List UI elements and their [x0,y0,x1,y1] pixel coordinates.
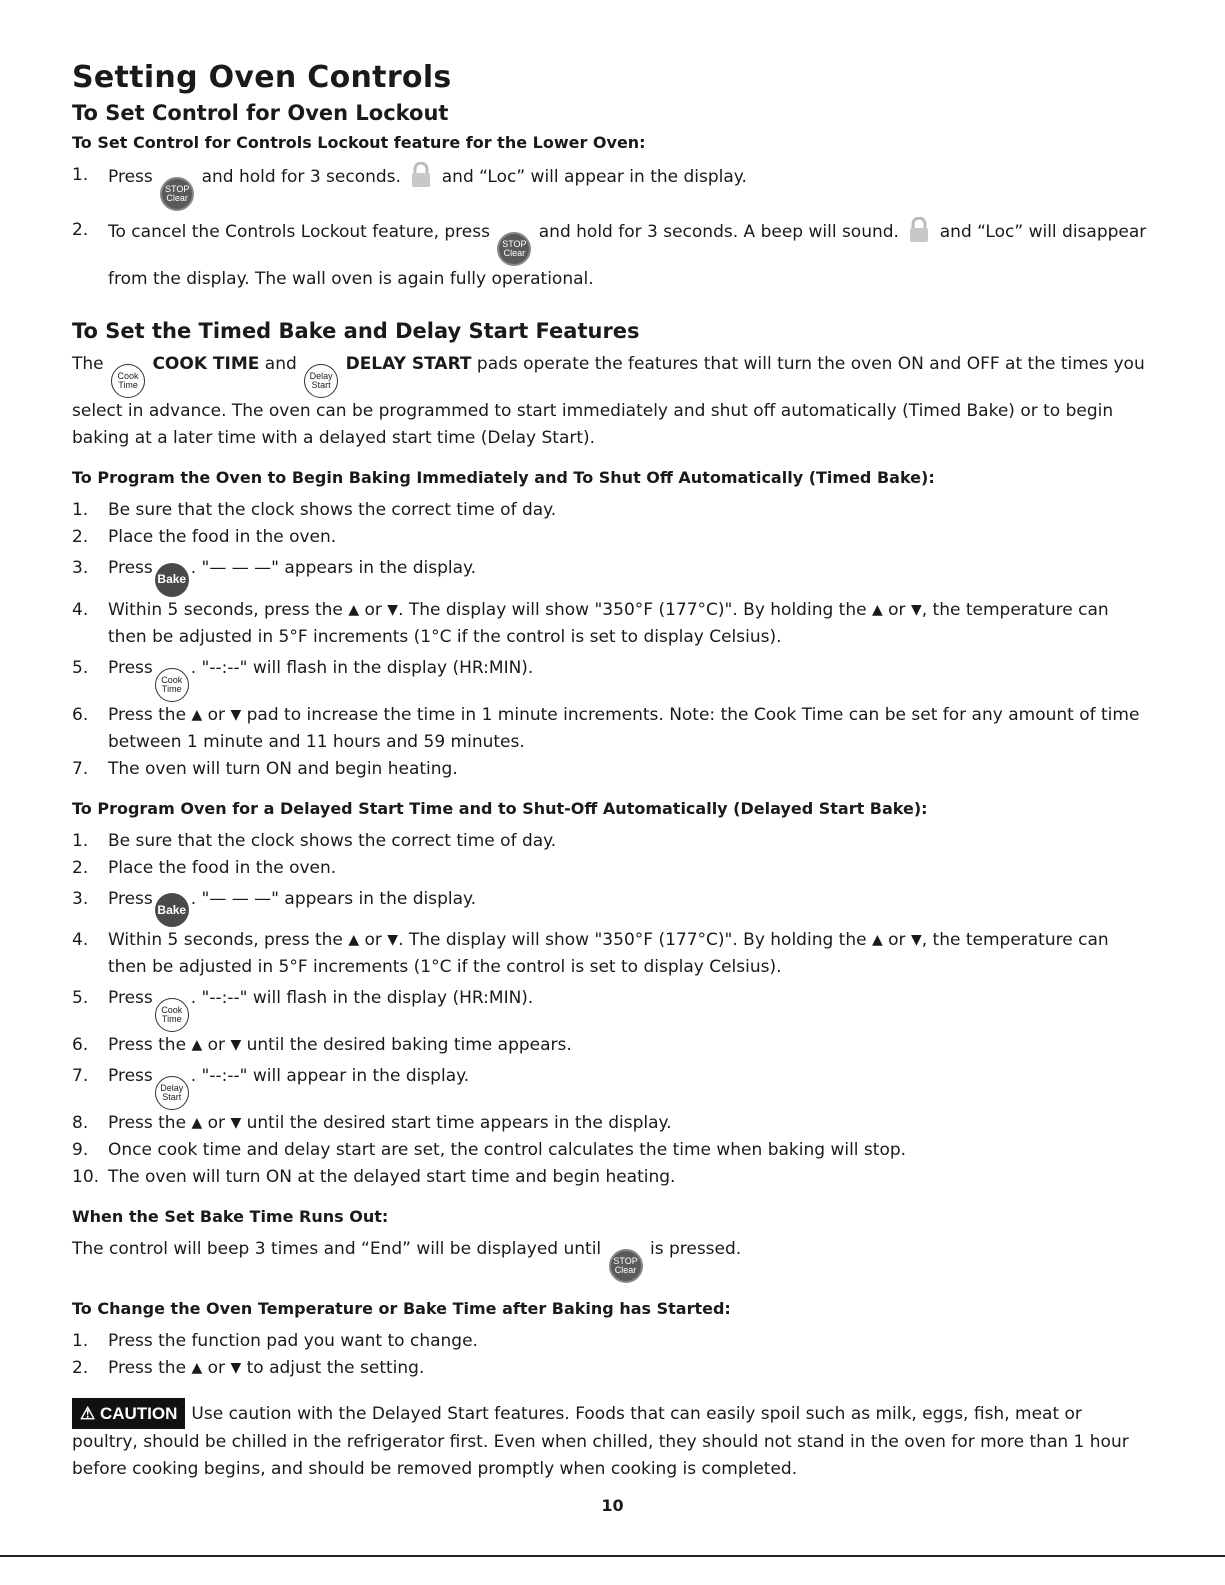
change-steps [72,1328,1152,1382]
delayed-steps [72,828,1152,1192]
delay-start-pad-icon: Delay Start [155,1076,189,1110]
list-item: 6. Press the ▲ or ▼ pad to increase the time in 1 minute increments. Note: the Cook Time can be set for any amount of time between 1 minute and 11 hours and 59 minutes. [72,702,1152,756]
stop-clear-pad-icon: STOP Clear [160,177,194,211]
list-item: 1. Press STOP Clear and hold for 3 seconds. and “Loc” will appear in the display. [72,162,1152,211]
list-item: 7. Press Delay Start . "--:--" will appear in the display. [72,1063,1152,1110]
page-number: 10 [601,1496,624,1515]
delayed-heading: To Program Oven for a Delayed Start Time and to Shut-Off Automatically (Delayed Start Bake): [72,798,928,818]
list-item: 1. Be sure that the clock shows the correct time of day. [72,830,557,851]
list-item: 3. PressBake. "— — —" appears in the display. [72,555,1152,597]
page-divider [0,1555,1225,1557]
list-item: 2. Place the food in the oven. [72,527,337,547]
timed-bake-intro: The Cook Time COOK TIME and Delay Start DELAY START pads operate the features that will turn the oven ON and OFF at the times you select in advance. The oven can be programmed to start immediately and shut off automatically (Timed Bake) or to begin baking at a later time with a delayed start time (Delay Start). [72,354,1145,448]
list-item: 4. Within 5 seconds, press the ▲ or ▼. The display will show "350°F (177°C)". By holding the ▲ or ▼, the temperature can then be adjusted in 5°F increments (1°C if the control is set to display Celsius). [72,597,1152,651]
list-item: 1. Press the function pad you want to change. [72,1331,478,1351]
lockout-subheading: To Set Control for Controls Lockout feature for the Lower Oven: [72,133,646,152]
stop-clear-pad-icon: STOP Clear [497,232,531,266]
down-arrow-icon: ▼ [387,601,399,618]
caution-paragraph [72,1398,1152,1483]
page-title: Setting Oven Controls [72,60,452,95]
list-item: 4. Within 5 seconds, press the ▲ or ▼. The display will show "350°F (177°C)". By holding the ▲ or ▼, the temperature can then be adjusted in 5°F increments (1°C if the control is set to display Celsius). [72,927,1152,981]
caution-text: Use caution with the Delayed Start features. Foods that can easily spoil such as milk, eggs, fish, meat or poultry, should be chilled in the refrigerator first. Even when chilled, they should not stand in the oven for more than 1 hour before cooking begins, and should be removed promptly when cooking is completed. [72,1404,1129,1479]
down-arrow-icon: ▼ [230,1360,242,1376]
up-arrow-icon: ▲ [348,932,360,948]
cook-time-pad-icon: Cook Time [155,668,189,702]
runout-text: The control will beep 3 times and “End” will be displayed until STOP Clear is pressed. [72,1236,1152,1283]
up-arrow-icon: ▲ [191,1037,203,1053]
up-arrow-icon: ▲ [191,1360,203,1376]
document-page [72,60,1152,1483]
runout-heading: When the Set Bake Time Runs Out: [72,1207,389,1226]
cook-time-pad-icon: Cook Time [111,364,145,398]
list-item: 5. Press Cook Time . "--:--" will flash in the display (HR:MIN). [72,985,1152,1032]
lockout-steps [72,162,1152,293]
up-arrow-icon: ▲ [191,1115,203,1131]
list-item: 2. To cancel the Controls Lockout feature, press STOP Clear and hold for 3 seconds. A beep will sound. and “Loc” will disappear from the display. The wall oven is again fully operational. [72,217,1152,293]
immediate-steps [72,497,1152,783]
bake-pad-icon: Bake [155,563,189,597]
up-arrow-icon: ▲ [871,601,883,618]
down-arrow-icon: ▼ [387,932,399,948]
list-item: 6. Press the ▲ or ▼ until the desired baking time appears. [72,1032,1152,1059]
list-item: 1. Be sure that the clock shows the correct time of day. [72,500,557,520]
list-item: 2. Place the food in the oven. [72,857,337,878]
down-arrow-icon: ▼ [910,932,922,948]
down-arrow-icon: ▼ [230,706,242,723]
list-item: 7. The oven will turn ON and begin heating. [72,758,458,779]
list-item: 9. Once cook time and delay start are set, the control calculates the time when baking will stop. [72,1140,907,1160]
up-arrow-icon: ▲ [871,932,883,948]
lock-icon [908,217,930,243]
list-item: 2. Press the ▲ or ▼ to adjust the setting. [72,1355,1152,1382]
down-arrow-icon: ▼ [230,1037,242,1053]
up-arrow-icon: ▲ [348,601,360,618]
delay-start-pad-icon: Delay Start [304,364,338,398]
stop-clear-pad-icon: STOP Clear [609,1249,643,1283]
bake-pad-icon: Bake [155,893,189,927]
immediate-heading: To Program the Oven to Begin Baking Immediately and To Shut Off Automatically (Timed Bake): [72,468,935,487]
change-heading: To Change the Oven Temperature or Bake Time after Baking has Started: [72,1299,731,1318]
down-arrow-icon: ▼ [910,601,922,618]
caution-badge: ⚠ CAUTION [72,1398,185,1429]
up-arrow-icon: ▲ [191,706,203,723]
down-arrow-icon: ▼ [230,1115,242,1131]
timed-bake-heading: To Set the Timed Bake and Delay Start Features [72,319,640,343]
list-item: 5. Press Cook Time . "--:--" will flash in the display (HR:MIN). [72,655,1152,702]
list-item: 3. PressBake. "— — —" appears in the display. [72,886,1152,928]
list-item: 10. The oven will turn ON at the delayed start time and begin heating. [72,1167,676,1187]
lockout-heading: To Set Control for Oven Lockout [72,101,449,125]
list-item: 8. Press the ▲ or ▼ until the desired start time appears in the display. [72,1110,1152,1137]
lock-icon [410,162,432,188]
cook-time-pad-icon: Cook Time [155,998,189,1032]
